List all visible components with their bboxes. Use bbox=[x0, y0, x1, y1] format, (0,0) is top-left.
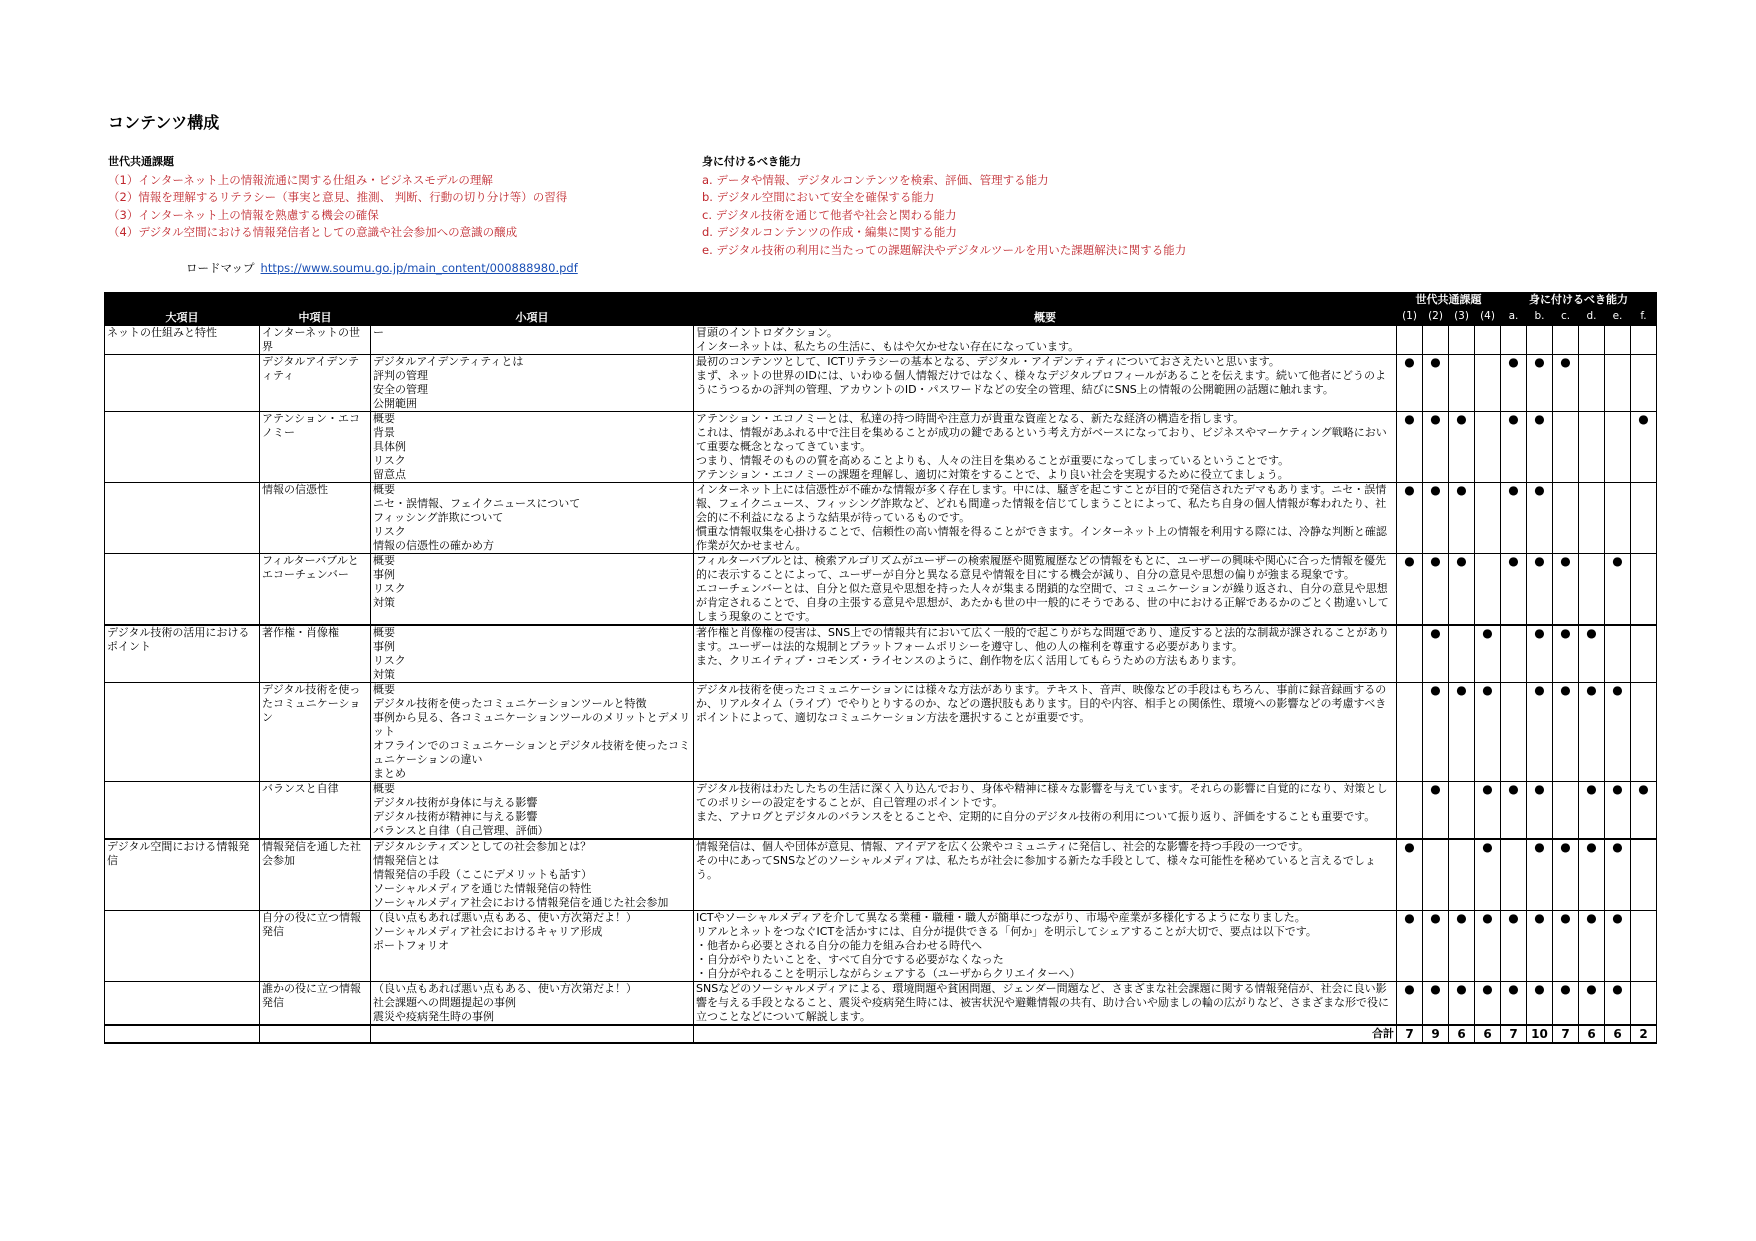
table-row bbox=[105, 326, 1657, 355]
mark-cell: ● bbox=[1501, 483, 1527, 554]
header-minor: 小項目 bbox=[371, 293, 694, 326]
summary-cell: 冒頭のイントロダクション。 インターネットは、私たちの生活に、もはや欠かせない存在になっています。 bbox=[694, 326, 1397, 355]
middle-cell: バランスと自律 bbox=[260, 782, 371, 840]
mark-cell: ● bbox=[1501, 355, 1527, 412]
mark-cell: ● bbox=[1397, 355, 1423, 412]
mark-cell: ● bbox=[1579, 782, 1605, 840]
mark-cell: ● bbox=[1579, 982, 1605, 1026]
summary-cell: 著作権と肖像権の侵害は、SNS上での情報共有において広く一般的で起こりがちな問題であり、違反すると法的な制裁が課されることがあります。ユーザーは法的な規制とプラットフォームポリシーを遵守し、他の人の権利を尊重する必要があります。 また、クリエイティブ・コモンズ・ライセンスのように、創作物を広く活用してもらうための方法もあります。 bbox=[694, 625, 1397, 683]
empty-cell bbox=[260, 1025, 371, 1043]
mark-cell: ● bbox=[1553, 554, 1579, 626]
header-summary: 概要 bbox=[694, 293, 1397, 326]
issue-item-1: （1）インターネット上の情報流通に関する仕組み・ビジネスモデルの理解 bbox=[108, 172, 493, 187]
major-cell bbox=[105, 355, 260, 412]
mark-cell bbox=[1631, 554, 1657, 626]
table-row bbox=[105, 683, 1657, 782]
table-row bbox=[105, 839, 1657, 911]
mark-cell: ● bbox=[1579, 625, 1605, 683]
middle-cell: 誰かの役に立つ情報発信 bbox=[260, 982, 371, 1026]
mark-cell: ● bbox=[1475, 839, 1501, 911]
mark-cell: ● bbox=[1605, 839, 1631, 911]
mark-cell bbox=[1449, 839, 1475, 911]
table-row bbox=[105, 625, 1657, 683]
mark-cell bbox=[1631, 982, 1657, 1026]
table-row bbox=[105, 483, 1657, 554]
mark-cell: ● bbox=[1527, 483, 1553, 554]
mark-cell: ● bbox=[1423, 911, 1449, 982]
total-value: 6 bbox=[1605, 1025, 1631, 1043]
minor-cell: デジタルシティズンとしての社会参加とは？ 情報発信とは 情報発信の手段（ここにデメリットも話す） ソーシャルメディアを通じた情報発信の特性 ソーシャルメディア社会における情報発信を通じた社会参加 bbox=[371, 839, 694, 911]
empty-cell bbox=[105, 1025, 260, 1043]
summary-cell: ICTやソーシャルメディアを介して異なる業種・職種・職人が簡単につながり、市場や産業が多様化するようになりました。 リアルとネットをつなぐICTを活かすには、自分が提供できる「何か」を明示してシェアすることが大切で、要点は以下です。 ・他者から必要とされる自分の能力を組み合わせる時代へ ・自分がやりたいことを、すべて自分でする必要がなくなった ・自分がやれることを明示しながらシェアする（ユーザからクリエイターへ） bbox=[694, 911, 1397, 982]
issue-item-2: （2）情報を理解するリテラシー（事実と意見、推測、 判断、行動の切り分け等）の習得 bbox=[108, 190, 568, 204]
mark-cell bbox=[1579, 554, 1605, 626]
middle-cell: 情報の信憑性 bbox=[260, 483, 371, 554]
mark-cell: ● bbox=[1527, 683, 1553, 782]
total-value: 6 bbox=[1449, 1025, 1475, 1043]
mark-cell bbox=[1631, 625, 1657, 683]
mark-cell bbox=[1397, 782, 1423, 840]
mark-cell: ● bbox=[1501, 982, 1527, 1026]
mark-cell: ● bbox=[1605, 554, 1631, 626]
mark-cell: ● bbox=[1449, 911, 1475, 982]
mark-cell bbox=[1501, 625, 1527, 683]
middle-cell: アテンション・エコノミー bbox=[260, 412, 371, 483]
mark-cell: ● bbox=[1423, 355, 1449, 412]
mark-cell: ● bbox=[1527, 782, 1553, 840]
mark-cell bbox=[1605, 326, 1631, 355]
summary-cell: デジタル技術を使ったコミュニケーションには様々な方法があります。テキスト、音声、映像などの手段はもちろん、事前に録音録画するのか、リアルタイム（ライブ）でやりとりするのか、などの選択肢もあります。目的や内容、相手との関係性、環境への影響などの考慮すべきポイントによって、適切なコミュニケーション方法を選択することが重要です。 bbox=[694, 683, 1397, 782]
empty-cell bbox=[371, 1025, 694, 1043]
page-title: コンテンツ構成 bbox=[108, 113, 220, 132]
issues-block bbox=[108, 153, 567, 242]
mark-cell: ● bbox=[1397, 911, 1423, 982]
table-row bbox=[105, 982, 1657, 1026]
header-skill-col: b. bbox=[1527, 309, 1553, 326]
header-major: 大項目 bbox=[105, 293, 260, 326]
summary-cell: アテンション・エコノミーとは、私達の持つ時間や注意力が貴重な資産となる、新たな経済の構造を指します。 これは、情報があふれる中で注目を集めることが成功の鍵であるという考え方がベースになっており、ビジネスやマーケティング戦略において重要な概念となってきています。 つまり、情報そのものの質を高めることよりも、人々の注目を集めることが重要になってしまっているということです。 アテンション・エコノミーの課題を理解し、適切に対策をすることで、より良い社会を実現するために役立てましょう。 bbox=[694, 412, 1397, 483]
mark-cell bbox=[1501, 326, 1527, 355]
mark-cell bbox=[1631, 839, 1657, 911]
mark-cell: ● bbox=[1553, 911, 1579, 982]
mark-cell: ● bbox=[1631, 782, 1657, 840]
mark-cell bbox=[1475, 412, 1501, 483]
mark-cell bbox=[1475, 355, 1501, 412]
summary-cell: 最初のコンテンツとして、ICTリテラシーの基本となる、デジタル・アイデンティティについておさえたいと思います。 まず、ネットの世界のIDには、いわゆる個人情報だけではなく、様々なデジタルプロフィールがあることを伝えます。続いて他者にどうのようにうつるかの評判の管理、アカウントのID・パスワードなどの安全の管理、結びにSNS上の情報の公開範囲の話題に触れます。 bbox=[694, 355, 1397, 412]
total-value: 6 bbox=[1579, 1025, 1605, 1043]
mark-cell bbox=[1631, 355, 1657, 412]
mark-cell bbox=[1605, 625, 1631, 683]
table-row bbox=[105, 911, 1657, 982]
major-cell: ネットの仕組みと特性 bbox=[105, 326, 260, 355]
header-issue-col: (4) bbox=[1475, 309, 1501, 326]
mark-cell: ● bbox=[1527, 839, 1553, 911]
mark-cell: ● bbox=[1449, 483, 1475, 554]
mark-cell bbox=[1579, 355, 1605, 412]
minor-cell: 概要 デジタル技術を使ったコミュニケーションツールと特徴 事例から見る、各コミュニケーションツールのメリットとデメリット オフラインでのコミュニケーションとデジタル技術を使ったコミュニケーションの違い まとめ bbox=[371, 683, 694, 782]
header-group-issues: 世代共通課題 bbox=[1397, 293, 1501, 310]
major-cell: デジタル技術の活用におけるポイント bbox=[105, 625, 260, 683]
total-value: 10 bbox=[1527, 1025, 1553, 1043]
mark-cell: ● bbox=[1527, 355, 1553, 412]
summary-cell: 情報発信は、個人や団体が意見、情報、アイデアを広く公衆やコミュニティに発信し、社会的な影響を持つ手段の一つです。 その中にあってSNSなどのソーシャルメディアは、私たちが社会に参加する新たな手段として、様々な可能性を秘めていると言えるでしょう。 bbox=[694, 839, 1397, 911]
header-group-skills: 身に付けるべき能力 bbox=[1501, 293, 1657, 310]
mark-cell: ● bbox=[1553, 839, 1579, 911]
mark-cell: ● bbox=[1449, 554, 1475, 626]
major-cell bbox=[105, 982, 260, 1026]
mark-cell bbox=[1449, 326, 1475, 355]
header-issue-col: (2) bbox=[1423, 309, 1449, 326]
mark-cell: ● bbox=[1527, 412, 1553, 483]
mark-cell bbox=[1631, 911, 1657, 982]
skills-heading: 身に付けるべき能力 bbox=[702, 155, 801, 168]
minor-cell: 概要 ニセ・誤情報、フェイクニュースについて フィッシング詐欺について リスク 情報の信憑性の確かめ方 bbox=[371, 483, 694, 554]
middle-cell: デジタル技術を使ったコミュニケーション bbox=[260, 683, 371, 782]
total-label: 合計 bbox=[694, 1025, 1397, 1043]
mark-cell bbox=[1579, 412, 1605, 483]
mark-cell bbox=[1579, 483, 1605, 554]
major-cell bbox=[105, 412, 260, 483]
mark-cell bbox=[1423, 839, 1449, 911]
contents-table bbox=[104, 292, 1657, 1044]
mark-cell: ● bbox=[1475, 683, 1501, 782]
mark-cell: ● bbox=[1475, 782, 1501, 840]
mark-cell bbox=[1501, 683, 1527, 782]
major-cell bbox=[105, 483, 260, 554]
mark-cell: ● bbox=[1527, 625, 1553, 683]
mark-cell bbox=[1397, 326, 1423, 355]
header-middle: 中項目 bbox=[260, 293, 371, 326]
mark-cell bbox=[1553, 782, 1579, 840]
mark-cell: ● bbox=[1631, 412, 1657, 483]
mark-cell: ● bbox=[1605, 911, 1631, 982]
minor-cell: ー bbox=[371, 326, 694, 355]
mark-cell: ● bbox=[1397, 412, 1423, 483]
mark-cell: ● bbox=[1475, 625, 1501, 683]
mark-cell bbox=[1449, 625, 1475, 683]
mark-cell: ● bbox=[1397, 554, 1423, 626]
total-row bbox=[105, 1025, 1657, 1043]
skill-item-c: c. デジタル技術を通じて他者や社会と関わる能力 bbox=[702, 207, 957, 222]
mark-cell bbox=[1553, 483, 1579, 554]
summary-cell: インターネット上には信憑性が不確かな情報が多く存在します。中には、騒ぎを起こすことが目的で発信されたデマもあります。ニセ・誤情報、フェイクニュース、フィッシング詐欺など、どれも間違った情報を信じてしまうことによって、私たち自身の個人情報が奪われたり、社会的に不利益になるような結果が待っているものです。 慣重な情報収集を心掛けることで、信頼性の高い情報を得ることができます。インターネット上の情報を利用する際には、冷静な判断と確認作業が欠かせません。 bbox=[694, 483, 1397, 554]
table-row bbox=[105, 412, 1657, 483]
total-value: 6 bbox=[1475, 1025, 1501, 1043]
middle-cell: デジタルアイデンティティ bbox=[260, 355, 371, 412]
mark-cell: ● bbox=[1553, 683, 1579, 782]
mark-cell bbox=[1605, 412, 1631, 483]
header-skill-col: a. bbox=[1501, 309, 1527, 326]
mark-cell: ● bbox=[1423, 483, 1449, 554]
minor-cell: 概要 デジタル技術が身体に与える影響 デジタル技術が精神に与える影響 バランスと自律（自己管理、評価） bbox=[371, 782, 694, 840]
mark-cell: ● bbox=[1423, 982, 1449, 1026]
mark-cell bbox=[1397, 683, 1423, 782]
issue-item-3: （3）インターネット上の情報を熟慮する機会の確保 bbox=[108, 207, 379, 222]
middle-cell: インターネットの世界 bbox=[260, 326, 371, 355]
minor-cell: （良い点もあれば悪い点もある、使い方次第だよ！） 社会課題への問題提起の事例 震災や疫病発生時の事例 bbox=[371, 982, 694, 1026]
mark-cell bbox=[1475, 554, 1501, 626]
mark-cell: ● bbox=[1501, 911, 1527, 982]
mark-cell: ● bbox=[1449, 683, 1475, 782]
issues-heading: 世代共通課題 bbox=[108, 155, 174, 168]
major-cell bbox=[105, 554, 260, 626]
mark-cell: ● bbox=[1579, 683, 1605, 782]
issue-item-4: （4）デジタル空間における情報発信者としての意識や社会参加への意識の醸成 bbox=[108, 225, 518, 239]
skills-block bbox=[702, 153, 1186, 259]
mark-cell bbox=[1605, 355, 1631, 412]
header-issue-col: (1) bbox=[1397, 309, 1423, 326]
mark-cell bbox=[1449, 355, 1475, 412]
roadmap-label: ロードマップ bbox=[186, 261, 255, 275]
mark-cell bbox=[1631, 326, 1657, 355]
major-cell: デジタル空間における情報発信 bbox=[105, 839, 260, 911]
mark-cell: ● bbox=[1475, 982, 1501, 1026]
table-row bbox=[105, 782, 1657, 840]
table-row bbox=[105, 355, 1657, 412]
minor-cell: 概要 事例 リスク 対策 bbox=[371, 625, 694, 683]
summary-cell: フィルターバブルとは、検索アルゴリズムがユーザーの検索履歴や閲覧履歴などの情報をもとに、ユーザーの興味や関心に合った情報を優先的に表示することによって、ユーザーが自分と異なる意見や情報を目にする機会が減り、自分の意見や思想の偏りが強まる現象です。 エコーチェンバーとは、自分と似た意見や思想を持った人々が集まる閉鎖的な空間で、コミュニケーションが繰り返され、自分の意見や思想が肯定されることで、自身の主張する意見や思想が、あたかも世の中一般的にそうである、世の中における正解であるかのごとく勘違いしてしまう現象のことです。 bbox=[694, 554, 1397, 626]
mark-cell: ● bbox=[1553, 982, 1579, 1026]
mark-cell: ● bbox=[1449, 412, 1475, 483]
mark-cell bbox=[1475, 483, 1501, 554]
minor-cell: （良い点もあれば悪い点もある、使い方次第だよ！） ソーシャルメディア社会におけるキャリア形成 ポートフォリオ bbox=[371, 911, 694, 982]
mark-cell bbox=[1527, 326, 1553, 355]
mark-cell: ● bbox=[1501, 554, 1527, 626]
mark-cell: ● bbox=[1579, 911, 1605, 982]
mark-cell: ● bbox=[1423, 782, 1449, 840]
mark-cell: ● bbox=[1397, 839, 1423, 911]
middle-cell: 自分の役に立つ情報発信 bbox=[260, 911, 371, 982]
roadmap-link[interactable]: https://www.soumu.go.jp/main_content/000888980.pdf bbox=[260, 261, 578, 275]
skill-item-b: b. デジタル空間において安全を確保する能力 bbox=[702, 190, 935, 204]
header-skill-col: d. bbox=[1579, 309, 1605, 326]
header-skill-col: e. bbox=[1605, 309, 1631, 326]
mark-cell: ● bbox=[1527, 982, 1553, 1026]
mark-cell bbox=[1397, 625, 1423, 683]
header-issue-col: (3) bbox=[1449, 309, 1475, 326]
mark-cell: ● bbox=[1397, 483, 1423, 554]
major-cell bbox=[105, 782, 260, 840]
total-value: 7 bbox=[1553, 1025, 1579, 1043]
mark-cell bbox=[1501, 839, 1527, 911]
mark-cell: ● bbox=[1605, 782, 1631, 840]
middle-cell: フィルターバブルと エコーチェンバー bbox=[260, 554, 371, 626]
total-value: 9 bbox=[1423, 1025, 1449, 1043]
mark-cell bbox=[1631, 483, 1657, 554]
minor-cell: デジタルアイデンティティとは 評判の管理 安全の管理 公開範囲 bbox=[371, 355, 694, 412]
table-body bbox=[105, 326, 1657, 1044]
mark-cell bbox=[1475, 326, 1501, 355]
skill-item-a: a. データや情報、デジタルコンテンツを検索、評価、管理する能力 bbox=[702, 172, 1049, 187]
mark-cell: ● bbox=[1423, 554, 1449, 626]
mark-cell: ● bbox=[1501, 412, 1527, 483]
header-skill-col: c. bbox=[1553, 309, 1579, 326]
major-cell bbox=[105, 911, 260, 982]
mark-cell bbox=[1423, 326, 1449, 355]
mark-cell: ● bbox=[1527, 911, 1553, 982]
mark-cell: ● bbox=[1553, 625, 1579, 683]
mark-cell: ● bbox=[1423, 683, 1449, 782]
mark-cell bbox=[1631, 683, 1657, 782]
mark-cell bbox=[1605, 483, 1631, 554]
table-row bbox=[105, 554, 1657, 626]
mark-cell: ● bbox=[1527, 554, 1553, 626]
minor-cell: 概要 背景 具体例 リスク 留意点 bbox=[371, 412, 694, 483]
mark-cell: ● bbox=[1605, 982, 1631, 1026]
mark-cell bbox=[1553, 412, 1579, 483]
skill-item-d: d. デジタルコンテンツの作成・編集に関する能力 bbox=[702, 225, 957, 239]
summary-cell: SNSなどのソーシャルメディアによる、環境問題や貧困問題、ジェンダー問題など、さまざまな社会課題に関する情報発信が、社会に良い影響を与える手段となること、震災や疫病発生時には、被害状況や避難情報の共有、助け合いや励ましの輪の広がりなど、さまざまな形で役に立つことなどについて解説します。 bbox=[694, 982, 1397, 1026]
header-skill-col: f. bbox=[1631, 309, 1657, 326]
mark-cell: ● bbox=[1397, 982, 1423, 1026]
skill-item-e: e. デジタル技術の利用に当たっての課題解決やデジタルツールを用いた課題解決に関する能力 bbox=[702, 242, 1187, 257]
mark-cell: ● bbox=[1553, 355, 1579, 412]
minor-cell: 概要 事例 リスク 対策 bbox=[371, 554, 694, 626]
mark-cell: ● bbox=[1423, 625, 1449, 683]
middle-cell: 著作権・肖像権 bbox=[260, 625, 371, 683]
middle-cell: 情報発信を通した社会参加 bbox=[260, 839, 371, 911]
mark-cell: ● bbox=[1475, 911, 1501, 982]
major-cell bbox=[105, 683, 260, 782]
mark-cell bbox=[1449, 782, 1475, 840]
total-value: 7 bbox=[1501, 1025, 1527, 1043]
roadmap bbox=[186, 260, 578, 276]
mark-cell: ● bbox=[1501, 782, 1527, 840]
total-value: 2 bbox=[1631, 1025, 1657, 1043]
mark-cell: ● bbox=[1449, 982, 1475, 1026]
mark-cell: ● bbox=[1423, 412, 1449, 483]
total-value: 7 bbox=[1397, 1025, 1423, 1043]
mark-cell: ● bbox=[1579, 839, 1605, 911]
mark-cell: ● bbox=[1605, 683, 1631, 782]
mark-cell bbox=[1579, 326, 1605, 355]
mark-cell bbox=[1553, 326, 1579, 355]
summary-cell: デジタル技術はわたしたちの生活に深く入り込んでおり、身体や精神に様々な影響を与えています。それらの影響に自覚的になり、対策としてのポリシーの設定をすることが、自己管理のポイントです。 また、アナログとデジタルのバランスをとることや、定期的に自分のデジタル技術の利用について振り返り、評価をすることも重要です。 bbox=[694, 782, 1397, 840]
